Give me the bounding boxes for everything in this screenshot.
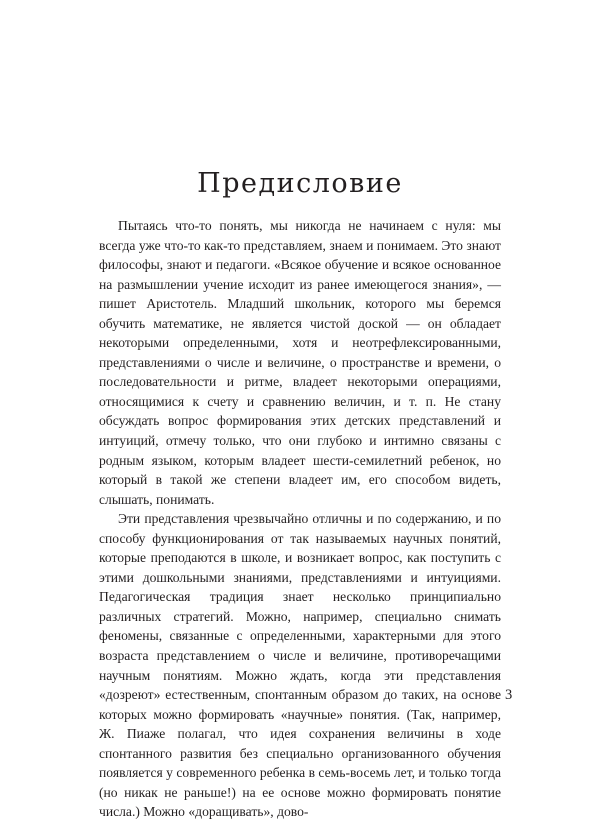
chapter-title: Предисловие [197,168,403,199]
body-text [99,216,501,822]
paragraph-1: Пытаясь что-то понять, мы никогда не начинаем с нуля: мы всегда уже что-то как-то представляем, знаем и понимаем. Это знают философы, знают и педагоги. «Всякое обучение и всякое основанное на размышлении учение исходит из ранее имеющегося знания», — пишет Аристотель. Младший школьник, которого мы беремся обучить математике, не является чистой доской — он обладает некоторыми определенными, хотя и неотрефлексированными, представлениями о числе и величине, о пространстве и времени, о последовательности и ритме, владеет некоторыми операциями, относящимися к счету и сравнению величин, и т. п. Не стану обсуждать вопрос формирования этих детских представлений и интуиций, отмечу только, что они глубоко и интимно связаны с родным языком, которым владеет шести-семилетний ребенок, но который в такой же степени владеет им, его способом видеть, слышать, понимать. [99,218,501,507]
paragraph-2: Эти представления чрезвычайно отличны и по содержанию, и по способу функционирования от так называемых научных понятий, которые преподаются в школе, и возникает вопрос, как поступить с этими дошкольными знаниями, представлениями и интуициями. Педагогическая традиция знает несколько принципиально различных стратегий. Можно, например, специально снимать феномены, связанные с определенными, характерными для этого возраста представлением о числе и величине, противоречащими научным понятиям. Можно ждать, когда эти представления «дозреют» естественным, спонтанным образом до таких, на основе которых можно формировать «научные» понятия. (Так, например, Ж. Пиаже полагал, что идея сохранения величины в ходе спонтанного развития без специально организованного обучения появляется у современного ребенка в семь-восемь лет, и только тогда (но никак не раньше!) на ее основе можно формировать понятие числа.) Можно «доращивать», дово- [99,511,501,820]
page-number: 3 [505,687,513,703]
